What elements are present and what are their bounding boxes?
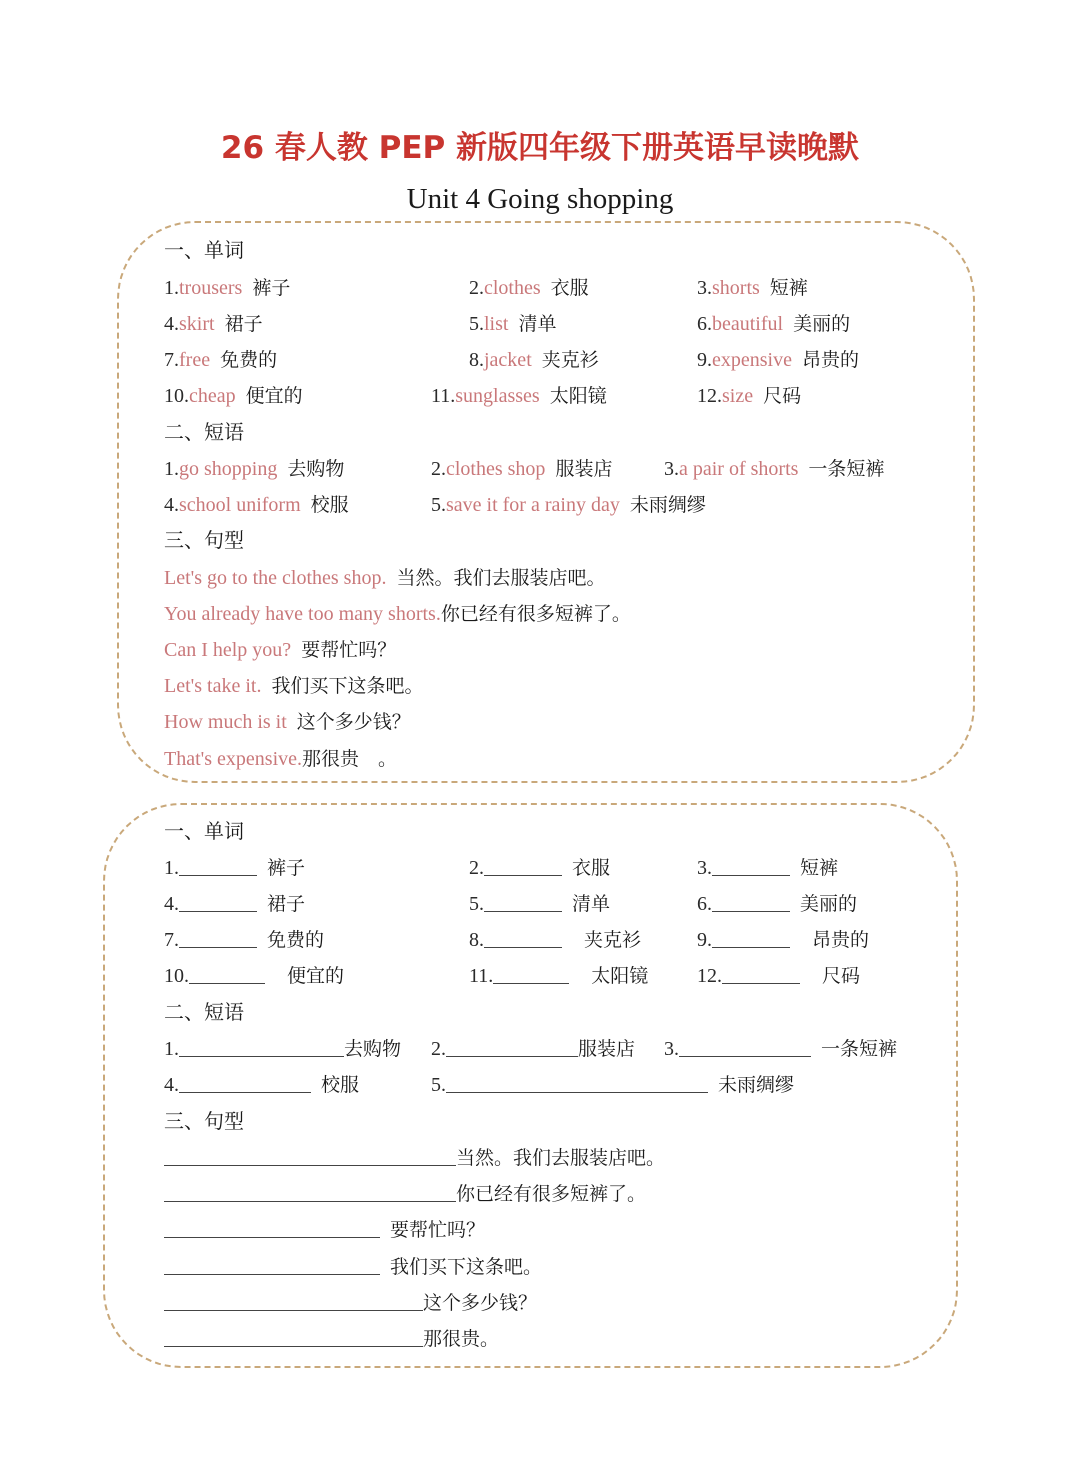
sentence-item: Let's take it. 我们买下这条吧。	[164, 675, 424, 697]
phrase-item: 1.go shopping 去购物	[164, 458, 345, 480]
phrase-blank[interactable]: 5. 未雨绸缪	[431, 1074, 795, 1096]
sentence-blank[interactable]: 这个多少钱？	[164, 1287, 537, 1318]
word-item: 1.trousers 裤子	[164, 277, 291, 299]
word-item: 4.skirt 裙子	[164, 313, 263, 335]
sentence-item: Let's go to the clothes shop. 当然。我们去服装店吧。	[164, 567, 606, 589]
phrase-item: 4.school uniform 校服	[164, 494, 349, 516]
sentence-item: That's expensive.那很贵 。	[164, 748, 398, 770]
sentence-blank[interactable]: 当然。我们去服装店吧。	[164, 1142, 665, 1173]
word-blank[interactable]: 2. 衣服	[469, 857, 611, 879]
phrases-heading: 二、短语	[164, 1000, 244, 1024]
word-blank[interactable]: 1. 裤子	[164, 857, 306, 879]
word-item: 6.beautiful 美丽的	[697, 313, 851, 335]
phrase-blank[interactable]: 2. 服装店	[431, 1038, 636, 1060]
word-item: 12.size 尺码	[697, 385, 802, 407]
page-title: 26 春人教 PEP 新版四年级下册英语早读晚默	[220, 130, 860, 166]
words-heading: 一、单词	[164, 819, 244, 843]
sentence-blank[interactable]: 要帮忙吗？	[164, 1214, 485, 1245]
unit-subtitle: Unit 4 Going shopping	[406, 183, 674, 215]
words-heading: 一、单词	[164, 238, 244, 262]
word-blank[interactable]: 11. 太阳镜	[469, 965, 649, 987]
word-blank[interactable]: 9. 昂贵的	[697, 929, 870, 951]
word-item: 8.jacket 夹克衫	[469, 349, 599, 371]
word-blank[interactable]: 3. 短裤	[697, 857, 839, 879]
word-blank[interactable]: 8. 夹克衫	[469, 929, 642, 951]
word-blank[interactable]: 12. 尺码	[697, 965, 861, 987]
word-item: 9.expensive 昂贵的	[697, 349, 859, 371]
sentences-heading: 三、句型	[164, 528, 244, 552]
sentence-blank[interactable]: 你已经有很多短裤了。	[164, 1178, 646, 1209]
sentences-heading: 三、句型	[164, 1109, 244, 1133]
phrase-blank[interactable]: 1. 去购物	[164, 1038, 402, 1060]
word-item: 11.sunglasses 太阳镜	[431, 385, 607, 407]
phrase-item: 3.a pair of shorts 一条短裤	[664, 458, 885, 480]
word-item: 5.list 清单	[469, 313, 557, 335]
word-blank[interactable]: 7. 免费的	[164, 929, 325, 951]
word-blank[interactable]: 10. 便宜的	[164, 965, 345, 987]
word-item: 2.clothes 衣服	[469, 277, 589, 299]
word-blank[interactable]: 5. 清单	[469, 893, 611, 915]
phrase-blank[interactable]: 4. 校服	[164, 1074, 360, 1096]
sentence-item: How much is it 这个多少钱？	[164, 711, 411, 733]
word-blank[interactable]: 6. 美丽的	[697, 893, 858, 915]
phrase-item: 2.clothes shop 服装店	[431, 458, 613, 480]
sentence-blank[interactable]: 那很贵。	[164, 1323, 499, 1354]
sentence-item: You already have too many shorts.你已经有很多短裤了。	[164, 603, 631, 625]
word-item: 10.cheap 便宜的	[164, 385, 303, 407]
word-item: 3.shorts 短裤	[697, 277, 808, 299]
phrases-heading: 二、短语	[164, 420, 244, 444]
phrase-item: 5.save it for a rainy day 未雨绸缪	[431, 494, 706, 516]
sentence-item: Can I help you? 要帮忙吗？	[164, 639, 397, 661]
sentence-blank[interactable]: 我们买下这条吧。	[164, 1251, 542, 1282]
word-blank[interactable]: 4. 裙子	[164, 893, 306, 915]
word-item: 7.free 免费的	[164, 349, 278, 371]
phrase-blank[interactable]: 3. 一条短裤	[664, 1038, 898, 1060]
